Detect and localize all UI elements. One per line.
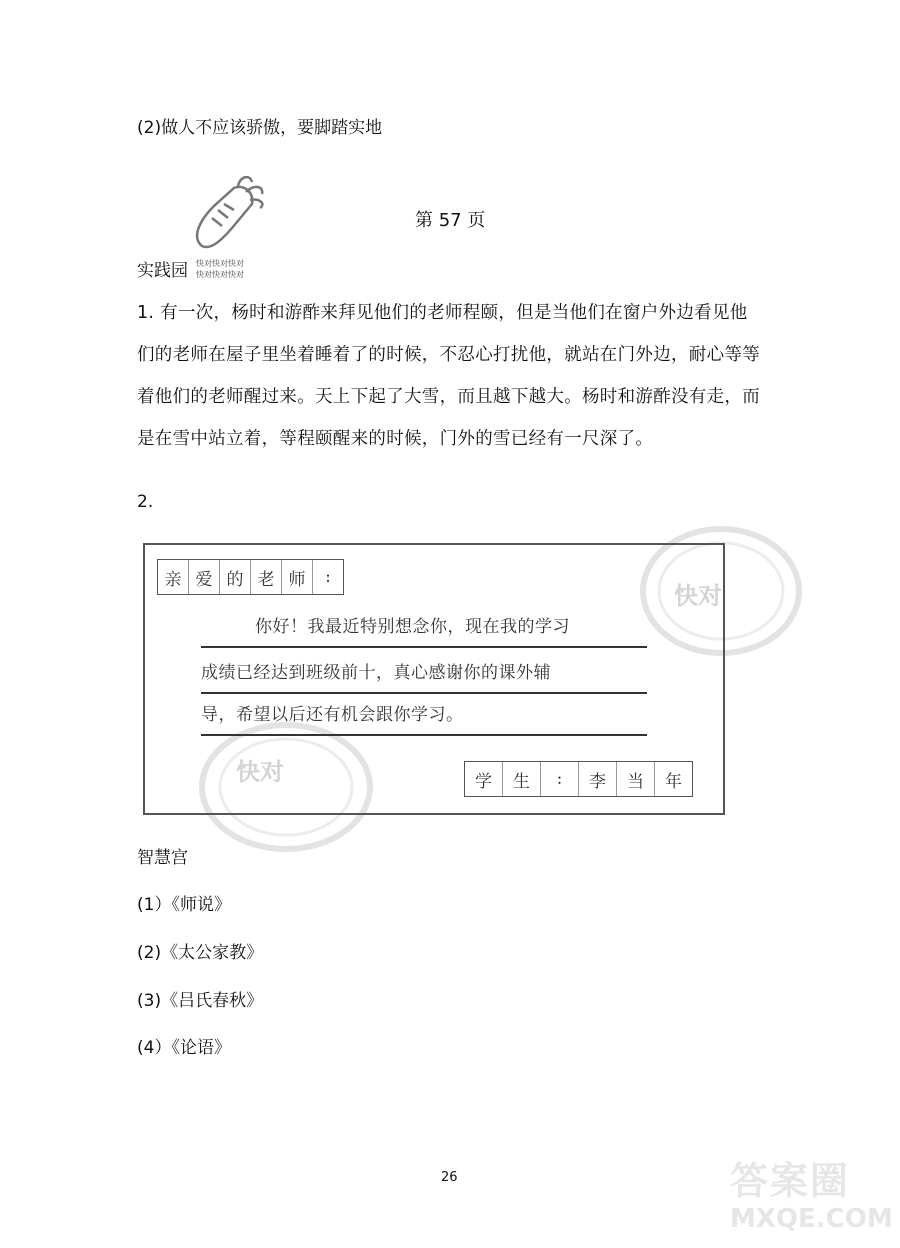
section-title-shijianyuan: 实践园 [137,261,188,281]
list-item: (3)《吕氏春秋》 [137,991,264,1011]
watermark-url: MXQE.COM [730,1204,893,1234]
grid-cell: 爱 [189,560,220,594]
answer-line-2: (2)做人不应该骄傲，要脚踏实地 [137,118,383,138]
grid-cell: 师 [282,560,313,594]
letter-body-line: 成绩已经达到班级前十，真心感谢你的课外辅 [201,656,647,694]
carrot-logo [188,176,268,256]
grid-cell: 生 [503,762,541,796]
paragraph-line: 着他们的老师醒过来。天上下起了大雪，而且越下越大。杨时和游酢没有走，而 [137,387,760,407]
answer-1-paragraph [137,292,777,460]
grid-cell: 学 [465,762,503,796]
signature-grid [464,761,693,797]
grid-cell: 老 [251,560,282,594]
grid-cell: 当 [617,762,655,796]
page-heading: 第 57 页 [415,210,486,231]
paragraph-line: 们的老师在屋子里坐着睡着了的时候，不忍心打扰他，就站在门外边，耐心等等 [137,345,760,365]
logo-caption [196,258,244,280]
grid-cell: 的 [220,560,251,594]
letter-box [143,543,725,815]
grid-cell: 年 [665,771,682,792]
carrot-icon [188,176,268,256]
list-item: (4）《论语》 [137,1038,231,1058]
salutation-grid [157,559,344,595]
page-number: 26 [441,1170,458,1185]
watermark-brand: 快对 [674,582,722,610]
letter-body-line: 你好！我最近特别想念你，现在我的学习 [201,610,647,648]
grid-cell: : [325,567,331,587]
letter-body-line: 导，希望以后还有机会跟你学习。 [201,698,647,736]
answer-2-label: 2. [137,492,154,512]
paragraph-line: 是在雪中站立着，等程颐醒来的时候，门外的雪已经有一尺深了。 [137,429,654,449]
list-item: (2)《太公家教》 [137,943,264,963]
grid-cell: 李 [579,762,617,796]
list-item: (1）《师说》 [137,895,231,915]
paragraph-line: 1. 有一次，杨时和游酢来拜见他们的老师程颐，但是当他们在窗户外边看见他 [137,303,748,323]
watermark-title: 答案圈 [730,1159,851,1203]
grid-cell: : [541,762,579,796]
watermark-brand: 快对 [236,758,284,786]
section-title-zhihuigong: 智慧宫 [137,848,188,868]
grid-cell: 亲 [158,560,189,594]
corner-watermark [726,1150,896,1242]
logo-caption-line-1: 快对快对快对 [196,259,244,268]
logo-caption-line-2: 快对快对快对 [196,270,244,279]
